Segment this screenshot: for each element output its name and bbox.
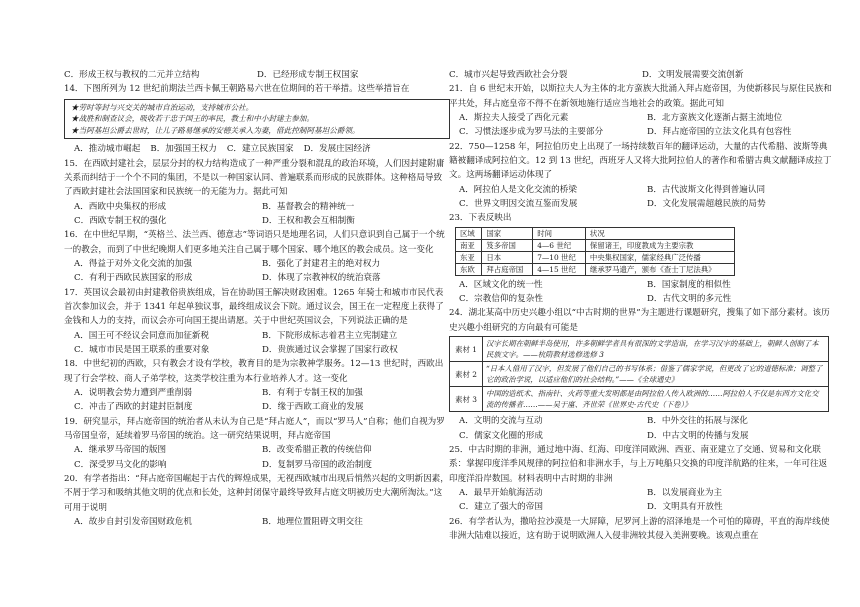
q22-options-2 (449, 197, 835, 211)
option: A．最早开始航海活动 (459, 487, 543, 498)
option: C．世界文明因交流互鉴而发展 (459, 199, 578, 210)
left-column (64, 0, 450, 529)
q18-options-1 (64, 386, 450, 400)
q24-options-2 (449, 429, 835, 443)
q19-options-2 (64, 458, 450, 472)
option: A．文明的交流与互动 (459, 416, 543, 427)
option: A．推动城市崛起 (74, 144, 141, 155)
q25-options-2 (449, 500, 835, 514)
option: C．建立民族国家 (226, 144, 294, 155)
table-header-cell: 区域 (456, 227, 482, 239)
option: D．古代文明的多元性 (647, 294, 732, 305)
source-line: ★劳时等封与兴交关的城市自治运动，支持城市公社。 (71, 102, 254, 112)
option: B．地理位置阻碍文明交往 (262, 517, 363, 528)
q22-stem: 22．750—1258 年，阿拉伯历史上出现了一场持续数百年的翻译运动，大量的古代希腊、波斯等典籍被翻译成阿拉伯文。12 到 13 世纪，西班牙人又将大批阿拉伯人的著作和希腊古典文献翻译成拉丁文。这两场翻译运动体现了 (449, 141, 832, 181)
q20-options-tail (449, 68, 835, 82)
option: A．阿拉伯人是文化交流的桥梁 (459, 184, 577, 195)
option: D．文明具有开放性 (647, 502, 723, 513)
option: C．建立了强大的帝国 (459, 502, 543, 513)
option: D．拜占庭帝国的立法文化具有包容性 (647, 127, 792, 138)
q21-options-1 (449, 111, 835, 125)
q15-stem: 15．在西欧封建社会，层层分封的权力结构造成了一种严重分裂和混乱的政治环境，人们因封建附庸关系而纠结于一个个不同的集团，不是以一种国家认同、普遍联系而形成的民族群体。这种格局导致了西欧封建社会法国国家和民族统一的无能为力。据此可知 (64, 158, 445, 198)
option: B．有利于专制王权的加强 (262, 388, 363, 399)
q13-options-tail (64, 68, 450, 82)
table-cell: 东欧 (456, 263, 482, 275)
option: C．儒家文化圈的形成 (459, 430, 543, 441)
table-row (450, 337, 829, 362)
option: B．北方蛮族文化逐渐占据主流地位 (647, 113, 783, 124)
q24-options-1 (449, 414, 835, 428)
q25-stem: 25．中古时期的非洲，通过地中海、红海、印度洋同欧洲、西亚、南亚建立了交通、贸易和文化联系：掌握印度洋季风规律的阿拉伯和非洲水手，与上万吨船只交换的印度洋航路的往来，一年可往返印度洋沿岸数国。材料表明中古时期的非洲 (449, 444, 828, 484)
right-column (449, 0, 835, 543)
option: D．发展庄园经济 (303, 144, 371, 155)
option: C．冲击了西欧的封建封臣制度 (74, 402, 193, 413)
material-text: 汉字长期在朝鲜半岛使用，许多朝鲜学者具有很深的文学造诣，在学习汉字的基础上，朝鲜人创制了本民族文字。——杭隋教材选修选修 3 (483, 337, 829, 362)
q14-stem: 14．下图所列为 12 世纪前期法兰西卡佩王朝路易六世在位期间的若干举措。这些举措旨在 (64, 84, 410, 95)
q19-stem: 19．研究显示，拜占庭帝国的统治者从未认为自己是“拜占庭人”，而以“罗马人”自称；他们自视为罗马帝国皇帝，延续着罗马帝国的统治。这一研究结果说明，拜占庭帝国 (64, 416, 445, 442)
q20-stem: 20．有学者指出：“拜占庭帝国崛起于古代的辉煌成果，无视西欧城市出现后悄然兴起的文明新因素，不屑于学习和吸纳其他文明的优点和长处，这种封闭保守最终导致拜占庭文明被历史大潮所淘汰。”这可用于说明 (64, 474, 449, 513)
q23-stem: 23．下表反映出 (449, 213, 512, 224)
source-line: ★当阿基坦公爵去世时，让儿子路易继承的安德关承入为妻，借此控制阿基坦公爵领。 (71, 125, 360, 135)
q22-options-1 (449, 183, 835, 197)
table-row (450, 362, 829, 387)
option: B．下院形成标志着君主立宪制建立 (262, 330, 398, 341)
q23-options-2 (449, 292, 835, 306)
option: C．城市兴起导致西欧社会分裂 (449, 70, 568, 80)
table-header-cell: 状况 (585, 227, 734, 239)
option: D．文化发展需超越民族的局势 (647, 199, 766, 210)
q24-stem: 24．湖北某高中历史兴趣小组以“中古时期的世界”为主题进行课题研究，搜集了如下部分素材。该历史兴趣小组研究的方向最有可能是 (449, 308, 830, 333)
option: B．以发展商业为主 (647, 487, 723, 498)
table-cell: 继承罗马遗产，颁布《查士丁尼法典》 (585, 263, 734, 275)
option: A．国王可不经议会同意而加征新税 (74, 330, 210, 341)
material-label: 素材 3 (450, 387, 483, 412)
table-cell: 保留诸王，印度教成为主要宗教 (585, 239, 734, 251)
q26-stem: 26．有学者认为，撒哈拉沙漠是一大屏障，尼罗河上游的沼泽地是一个可怕的障碍，平直的海岸线使非洲大陆难以接近，这有助于说明欧洲人入侵非洲较其侵入美洲要晚。该观点重在 (449, 516, 830, 541)
table-header-cell: 国家 (482, 227, 533, 239)
option: B．中外交往的拓展与深化 (647, 416, 748, 427)
option: D．体现了宗教神权的统治衰落 (262, 273, 381, 284)
material-text: 中国的造纸术、指南针、火药等重大发明都是由阿拉伯人传入欧洲的……阿拉伯人不仅是东西方文化交流的传播者……——吴于廑、齐世荣《世界史·古代史（下卷）》 (483, 387, 829, 412)
q15-options-2 (64, 214, 450, 228)
table-cell: 东亚 (456, 251, 482, 263)
option: A．说明教会势力遭到严重削弱 (74, 388, 192, 399)
option: D．贵族通过议会掌握了国家行政权 (262, 345, 398, 355)
table-cell: 4—6 世纪 (533, 239, 586, 251)
q24-materials-table (449, 336, 829, 412)
q18-options-2 (64, 400, 450, 414)
q16-options-1 (64, 257, 450, 271)
option: C．有利于西欧民族国家的形成 (74, 273, 193, 284)
q20-options-1 (64, 515, 450, 529)
q16-stem: 16．在中世纪早期，“英格兰、法兰西、德意志”等词语只是地理名词，人们只意识到自己属于一个统一的教会，而到了中世纪晚期人们更多地关注自己属于哪个国家、哪个地区的教会成员。这一变化 (64, 230, 445, 255)
option: D．缘于西欧工商业的发展 (262, 402, 364, 413)
q14-source-box (64, 99, 450, 140)
q14-options (64, 142, 450, 156)
option: B．强化了封建君主的绝对权力 (262, 258, 381, 269)
option: D．文明发展需要交流创新 (642, 70, 744, 80)
option: D．复制罗马帝国的政治制度 (262, 459, 373, 470)
option: C．宗教信仰的复杂性 (459, 294, 543, 305)
q16-options-2 (64, 271, 450, 285)
q25-options-1 (449, 486, 835, 500)
q23-table (455, 227, 735, 276)
q21-options-2 (449, 125, 835, 139)
material-text: “日本人借用了汉字，但发展了他们自己的书写体系；借鉴了儒家学说，但更改了它的道德标准；调整了它的政治学说，以适应他们的社会结构。”——《全球通史》 (483, 362, 829, 387)
option: D．王权和教会互相制衡 (262, 215, 355, 226)
table-row (450, 387, 829, 412)
table-header-cell: 时间 (533, 227, 586, 239)
option: D．已经形成专制王权国家 (257, 70, 359, 80)
option: B．改变希腊正教的传统信仰 (262, 445, 372, 456)
option: C．习惯法逐步成为罗马法的主要部分 (459, 127, 604, 138)
q17-options-1 (64, 329, 450, 343)
q19-options-1 (64, 443, 450, 457)
table-cell: 中央集权国家，儒家经典广泛传播 (585, 251, 734, 263)
option: A．故步自封引发帝国财政危机 (74, 517, 192, 528)
option: C．形成王权与教权的二元并立结构 (64, 70, 200, 80)
option: C．深受罗马文化的影响 (74, 459, 167, 470)
table-cell: 笈多帝国 (482, 239, 533, 251)
q17-options-2 (64, 343, 450, 357)
table-row (456, 251, 735, 263)
table-cell: 拜占庭帝国 (482, 263, 533, 275)
option: B．加强国王权力 (150, 144, 217, 155)
material-label: 素材 1 (450, 337, 483, 362)
option: B．国家制度的相似性 (647, 279, 731, 290)
q18-stem: 18．中世纪初的西欧，只有教会才设有学校，教育目的是为宗教神学服务。12—13 世纪时，西欧出现了行会学校、商人子弟学校，这类学校注重为本行业培养人才。这一变化 (64, 359, 444, 384)
option: B．基督教会的精神统一 (262, 201, 355, 212)
option: B．古代波斯文化得到普遍认同 (647, 184, 766, 195)
table-cell: 7—10 世纪 (533, 251, 586, 263)
table-cell: 日本 (482, 251, 533, 263)
table-header-row (456, 227, 735, 239)
option: A．斯拉夫人接受了西化元素 (459, 113, 569, 124)
table-row (456, 239, 735, 251)
source-line: ★战胜和制查议会，吸收若干忠于国王的率民，教士和中小封建主参加。 (71, 114, 314, 124)
q17-stem: 17．英国议会最初由封建教俗贵族组成，旨在协助国王解决财政困难。1265 年骑士和城市市民代表首次参加议会，并于 1341 年起单独议事，最终组成议会下院。通过议会，国王在一定程度上获得了金钱和人力的支持，而议会亦可向国王提出请愿。关于中世纪英国议会，下列说法正确的是 (64, 287, 444, 327)
q15-options-1 (64, 200, 450, 214)
option: C．城市市民是国王联系的重要对象 (74, 345, 210, 355)
option: C．西欧专制王权的强化 (74, 215, 167, 226)
table-row (456, 263, 735, 275)
table-cell: 4—15 世纪 (533, 263, 586, 275)
option: A．区域文化的统一性 (459, 279, 543, 290)
material-label: 素材 2 (450, 362, 483, 387)
option: A．得益于对外文化交流的加强 (74, 258, 192, 269)
table-cell: 南亚 (456, 239, 482, 251)
q23-options-1 (449, 278, 835, 292)
option: D．中古文明的传播与发展 (647, 430, 749, 441)
q21-stem: 21．自 6 世纪末开始，以斯拉夫人为主体的北方蛮族大批涌入拜占庭帝国，为使新移民与原住民族和平共处，拜占庭皇帝不得不在新领地施行适应当地社会的政策。据此可知 (449, 84, 832, 109)
option: A．西欧中央集权的形成 (74, 201, 167, 212)
option: A．继承罗马帝国的版图 (74, 445, 167, 456)
